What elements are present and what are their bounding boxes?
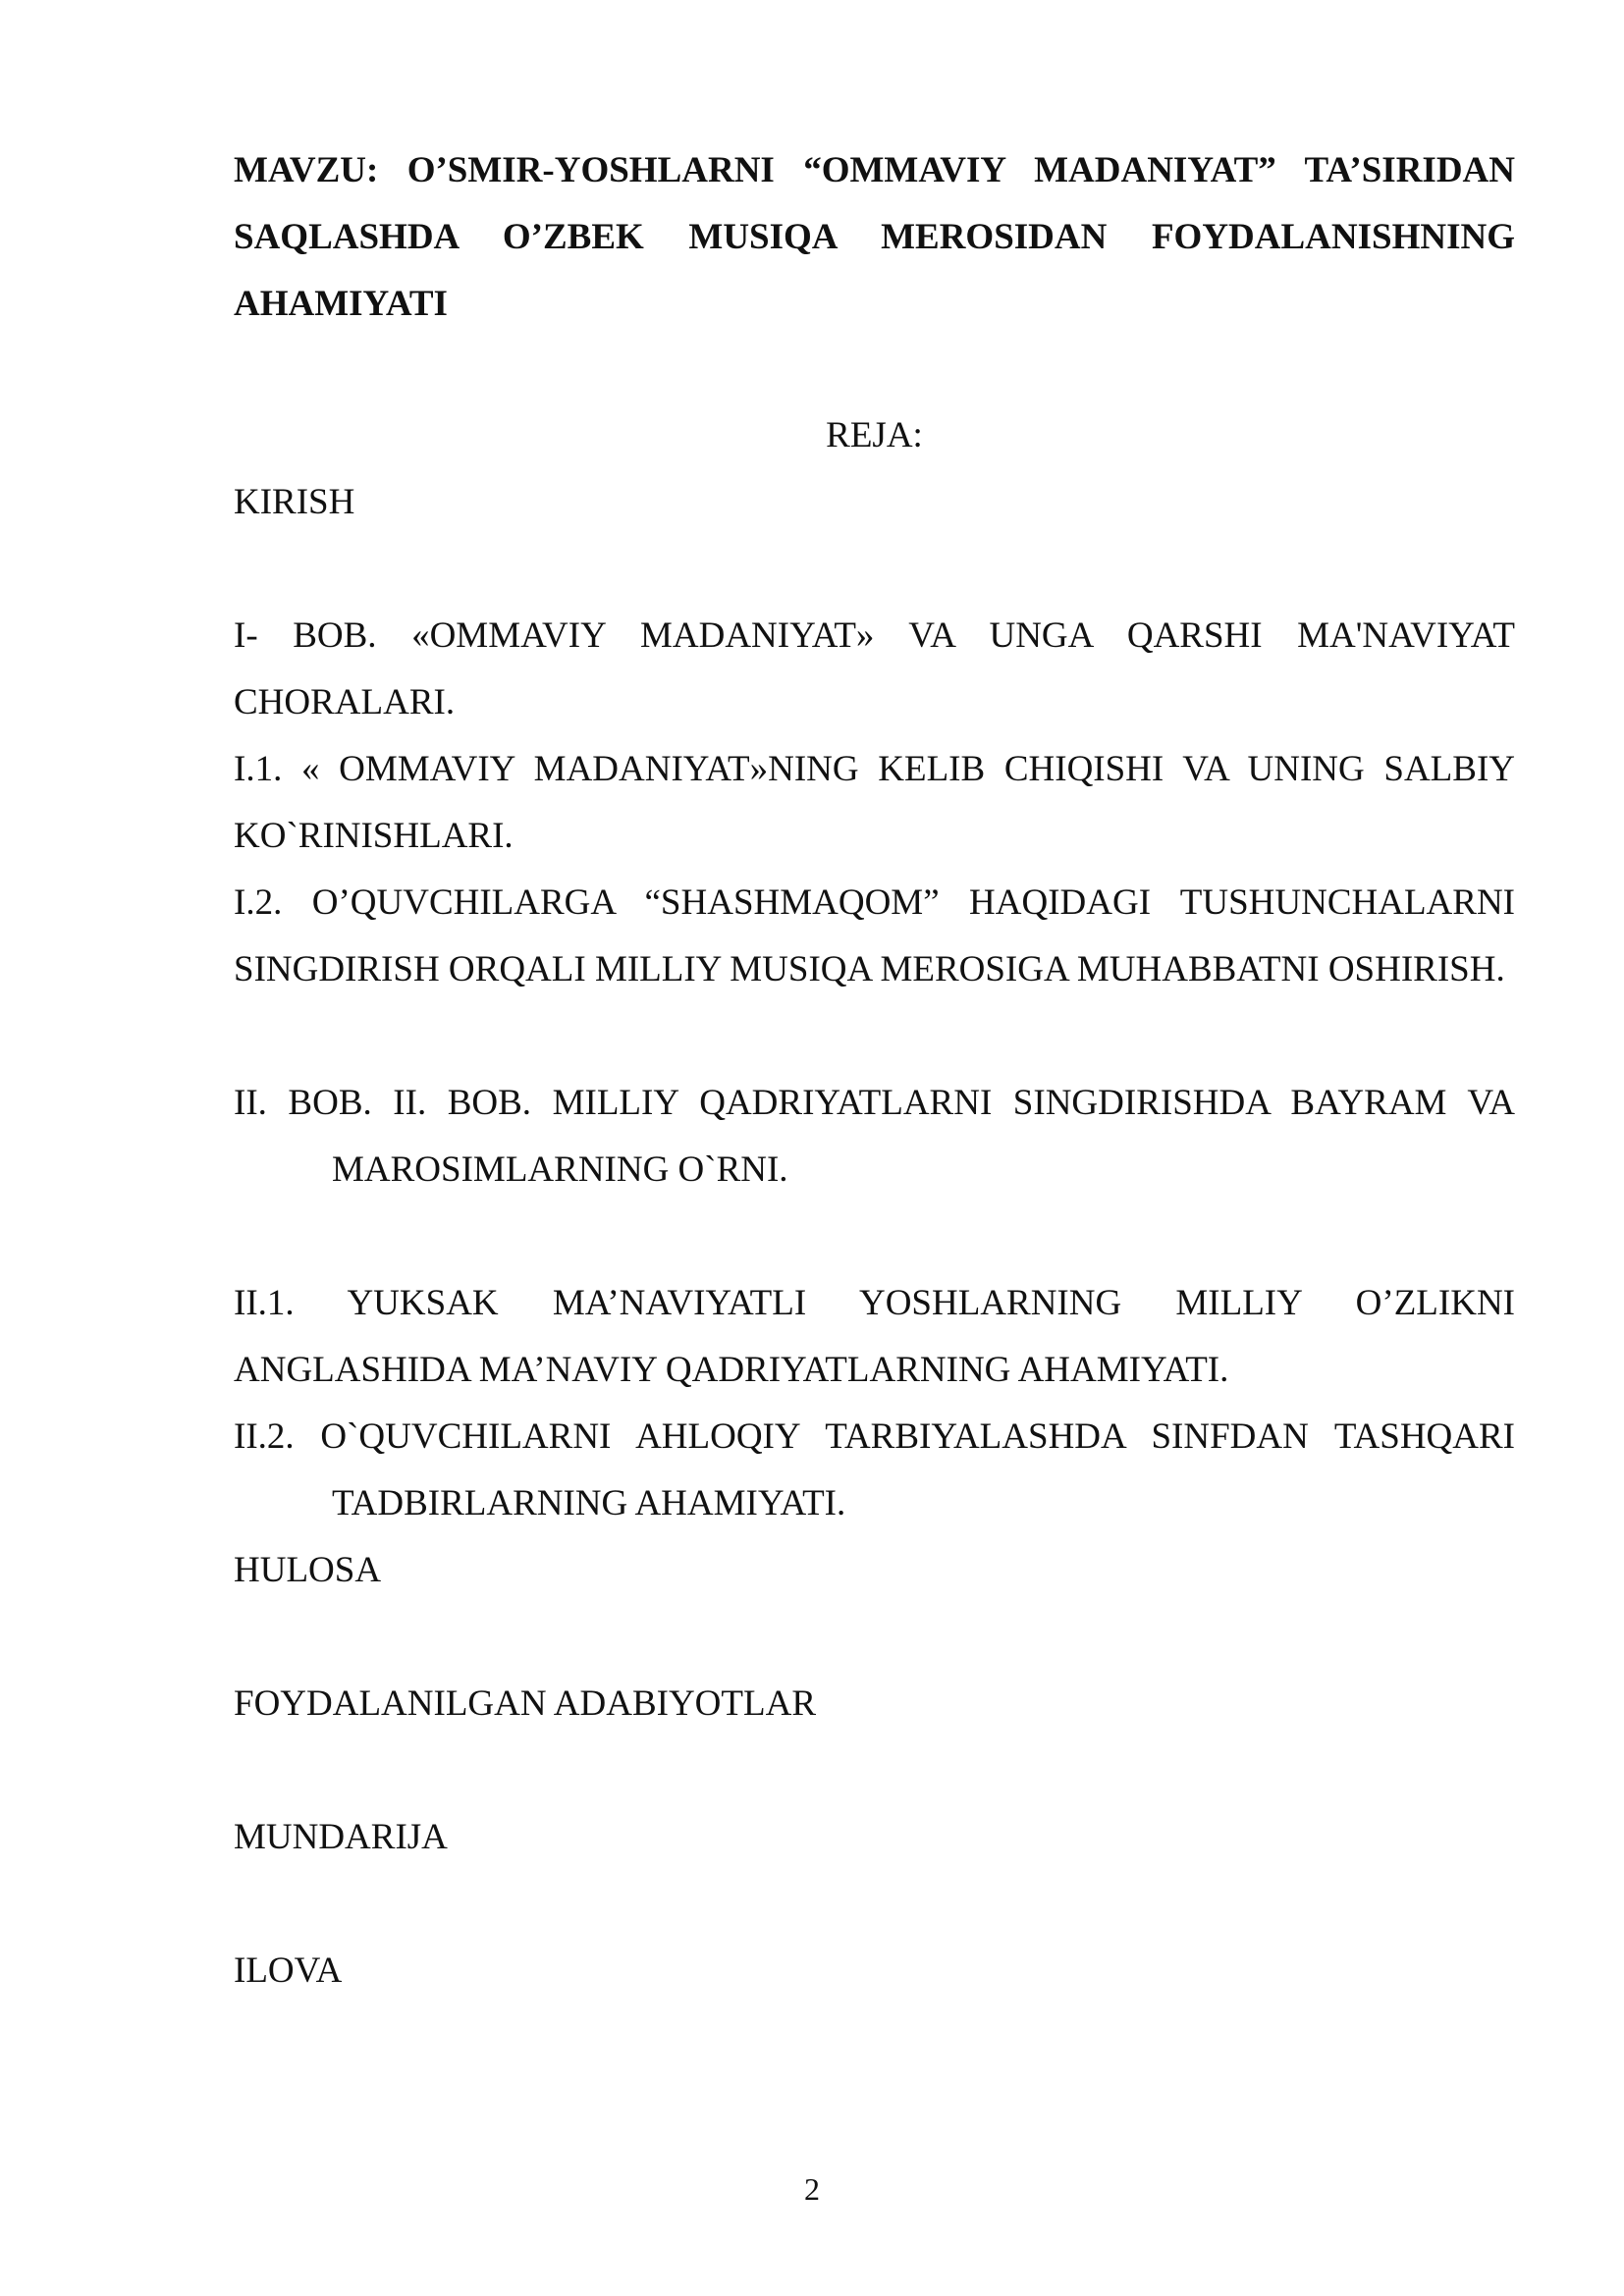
plan-heading: REJA: <box>826 415 923 455</box>
plan-item-hulosa: HULOSA <box>234 1550 382 1590</box>
plan-item-chapter-1: I- BOB. «OMMAVIY MADANIYAT» VA UNGA QARSHI MA'NAVIYAT CHORALARI. <box>234 615 1515 722</box>
plan-item-chapter-2: II. BOB. II. BOB. MILLIY QADRIYATLARNI SINGDIRISHDA BAYRAM VA MAROSIMLARNING O`RNI. <box>234 1083 1515 1190</box>
plan-item-section-1-1: I.1. « OMMAVIY MADANIYAT»NING KELIB CHIQISHI VA UNING SALBIY KO`RINISHLARI. <box>234 749 1515 856</box>
plan-item-kirish: KIRISH <box>234 482 355 522</box>
spacer <box>234 536 1515 603</box>
document-title: MAVZU: O’SMIR-YOSHLARNI “OMMAVIY MADANIYAT” TA’SIRIDAN SAQLASHDA O’ZBEK MUSIQA MEROSIDAN FOYDALANISHNING AHAMIYATI <box>234 150 1515 324</box>
plan-item-section-1-2: I.2. O’QUVCHILARGA “SHASHMAQOM” HAQIDAGI TUSHUNCHALARNI SINGDIRISH ORQALI MILLIY MUSIQA MEROSIGA MUHABBATNI OSHIRISH. <box>234 882 1515 989</box>
spacer <box>234 1737 1515 1804</box>
spacer <box>234 1203 1515 1270</box>
plan-item-mundarija: MUNDARIJA <box>234 1817 448 1857</box>
page-number: 2 <box>804 2171 820 2207</box>
plan-item-adabiyotlar: FOYDALANILGAN ADABIYOTLAR <box>234 1683 816 1724</box>
spacer <box>234 1003 1515 1070</box>
page-content <box>234 137 1515 2004</box>
spacer <box>234 1604 1515 1671</box>
plan-item-section-2-2: II.2. O`QUVCHILARNI AHLOQIY TARBIYALASHDA SINFDAN TASHQARI TADBIRLARNING AHAMIYATI. <box>234 1416 1515 1523</box>
spacer <box>234 1871 1515 1938</box>
plan-item-section-2-1: II.1. YUKSAK MA’NAVIYATLI YOSHLARNING MILLIY O’ZLIKNI ANGLASHIDA MA’NAVIY QADRIYATLARNING AHAMIYATI. <box>234 1283 1515 1390</box>
plan-item-ilova: ILOVA <box>234 1950 343 1991</box>
